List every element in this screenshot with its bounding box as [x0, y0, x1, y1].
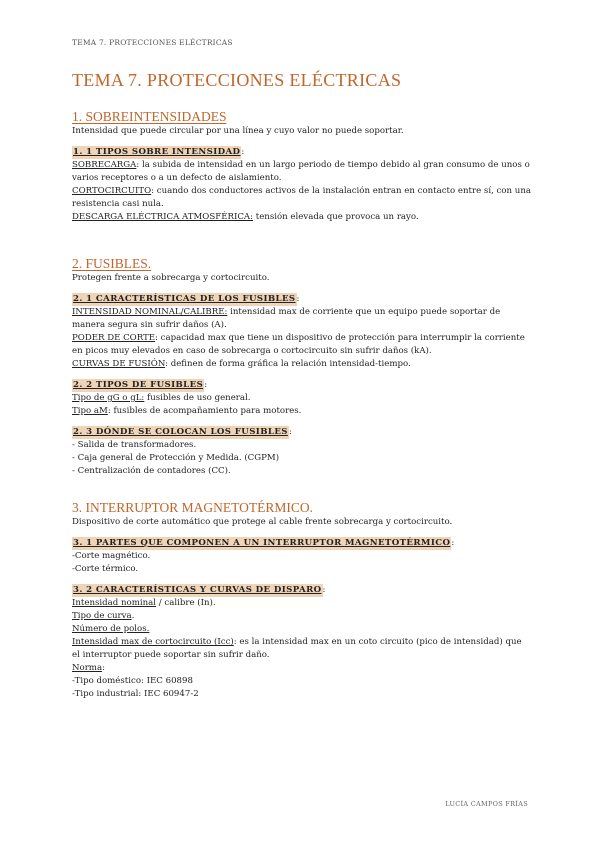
definition-item: INTENSIDAD NOMINAL/CALIBRE: intensidad max de corriente que un equipo puede soportar de manera segura sin sufrir daños (A).: [72, 307, 501, 330]
section-intro: Intensidad que puede circular por una línea y cuyo valor no puede soportar.: [72, 126, 404, 136]
document-title: TEMA 7. PROTECCIONES ELÉCTRICAS: [72, 70, 402, 90]
section-intro: Dispositivo de corte automático que protege al cable frente sobrecarga y cortocircuito.: [72, 517, 453, 527]
definition-item: Norma:: [72, 663, 105, 673]
parts-list: [72, 550, 532, 576]
footer-author: LUCÍA CAMPOS FRÍAS: [445, 800, 528, 808]
definition-item: PODER DE CORTE: capacidad max que tiene un dispositivo de protección para interrumpir la corriente en picos muy elevados en caso de sobrecarga o cortocircuito sin sufrir daños (kA).: [72, 333, 525, 356]
section-intro: Protegen frente a sobrecarga y cortocircuito.: [72, 273, 270, 283]
definition-item: Tipo de gG o gL: fusibles de uso general.: [72, 393, 251, 403]
list-item: -Tipo industrial: IEC 60947-2: [72, 689, 199, 699]
list-item: - Centralización de contadores (CC).: [72, 466, 231, 476]
location-list: [72, 439, 532, 478]
section-heading-sobreintensidades: 1. SOBREINTENSIDADES: [72, 109, 227, 124]
section-heading-fusibles: 2. FUSIBLES.: [72, 256, 152, 271]
section-heading-interruptor: 3. INTERRUPTOR MAGNETOTÉRMICO.: [72, 500, 314, 515]
list-item: - Caja general de Protección y Medida. (CGPM): [72, 453, 280, 463]
definition-item: CORTOCIRCUITO: cuando dos conductores activos de la instalación entran en contacto entre sí, con una resistencia casi nula.: [72, 186, 531, 209]
definition-item: Tipo de curva.: [72, 611, 135, 621]
list-item: -Corte térmico.: [72, 564, 139, 574]
list-item: -Tipo doméstico: IEC 60898: [72, 676, 193, 686]
definition-item: CURVAS DE FUSIÓN: definen de forma gráfica la relación intensidad-tiempo.: [72, 359, 411, 369]
document-body: TEMA 7. PROTECCIONES ELÉCTRICAS 1. SOBREINTENSIDADES Intensidad que puede circular por una línea y cuyo valor no puede soportar. 1. 1 TIPOS SOBRE INTENSIDAD: SOBRECARGA: la subida de intensidad en un largo periodo de tiempo debido al gran consumo de unos o varios receptores o a un defecto de aislamiento. CORTOCIRCUITO: cuando dos conductores activos de la instalación entran en contacto entre sí, con una resistencia casi nula. DESCARGA ELÉCTRICA ATMOSFÉRICA: tensión elevada que provoca un rayo. 2. FUSIBLES. Protegen frente a sobrecarga y cortocircuito. 2. 1 CARACTERÍSTICAS DE LOS FUSIBLES: INTENSIDAD NOMINAL/CALIBRE: intensidad max de corriente que un equipo puede soportar de manera segura sin sufrir daños (A). PODER DE CORTE: capacidad max que tiene un dispositivo de protección para interrumpir la corriente en picos muy elevados en caso de sobrecarga o cortocircuito sin sufrir daños (kA). CURVAS DE FUSIÓN: definen de forma gráfica la relación intensidad-tiempo. 2. 2 TIPOS DE FUSIBLES: Tipo de gG o gL: fusibles de uso general. Tipo aM: fusibles de acompañamiento para motores. 2. 3 DÓNDE SE COLOCAN LOS FUSIBLES: - Salida de transformadores. - Caja general de Protección y Medida. (CGPM) - Centralización de contadores (CC). 3. INTERRUPTOR MAGNETOTÉRMICO. Dispositivo de corte automático que protege al cable frente sobrecarga y cortocircuito. 3. 1 PARTES QUE COMPONEN A UN INTERRUPTOR MAGNETOTÉRMICO: -Corte magnético. -Corte térmico. 3. 2 CARACTERÍSTICAS Y CURVAS DE DISPARO: Intensidad nominal / calibre (In). Tipo de curva. Número de polos. Intensidad max de cortocircuito (Icc): es la intensidad max en un coto circuito (pico de intensidad) que el interruptor puede soportar sin sufrir daño. Norma: -Tipo doméstico: IEC 60898 -Tipo industrial: IEC 60947-2: [72, 70, 531, 699]
definition-item: Intensidad max de cortocircuito (Icc): es la intensidad max en un coto circuito (pico de intensidad) que el interruptor puede soportar sin sufrir daño.: [72, 637, 522, 660]
definition-item: Número de polos.: [72, 624, 150, 634]
subsection-heading: 3. 1 PARTES QUE COMPONEN A UN INTERRUPTOR MAGNETOTÉRMICO: [73, 538, 451, 548]
subsection-heading: 2. 2 TIPOS DE FUSIBLES: [73, 380, 204, 390]
list-item: -Corte magnético.: [72, 551, 151, 561]
subsection-heading: 2. 3 DÓNDE SE COLOCAN LOS FUSIBLES: [73, 427, 288, 437]
definition-item: Intensidad nominal / calibre (In).: [72, 598, 216, 608]
subsection-heading: 3. 2 CARACTERÍSTICAS Y CURVAS DE DISPARO: [73, 585, 322, 595]
definition-item: SOBRECARGA: la subida de intensidad en un largo periodo de tiempo debido al gran consumo de unos o varios receptores o a un defecto de aislamiento.: [72, 160, 530, 183]
subsection-heading: 1. 1 TIPOS SOBRE INTENSIDAD: [73, 147, 241, 157]
subsection-heading: 2. 1 CARACTERÍSTICAS DE LOS FUSIBLES: [73, 294, 296, 304]
definition-item: DESCARGA ELÉCTRICA ATMOSFÉRICA: tensión elevada que provoca un rayo.: [72, 212, 419, 222]
running-header: TEMA 7. PROTECCIONES ELÉCTRICAS: [72, 38, 233, 47]
list-item: - Salida de transformadores.: [72, 440, 197, 450]
norm-list: [72, 675, 532, 701]
definition-item: Tipo aM: fusibles de acompañamiento para motores.: [72, 406, 302, 416]
